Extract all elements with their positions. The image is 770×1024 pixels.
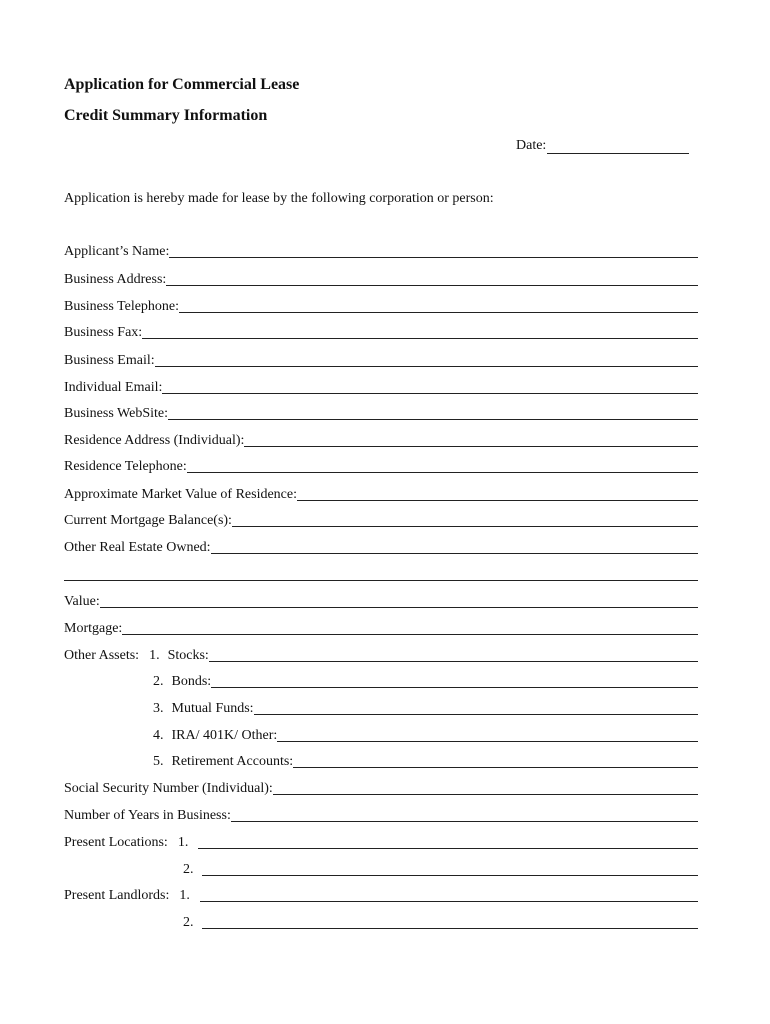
- business-telephone-field[interactable]: [64, 297, 698, 315]
- business-telephone-line[interactable]: [179, 312, 698, 313]
- residence-address-field[interactable]: [64, 431, 698, 449]
- business-telephone-label: Business Telephone:: [64, 299, 180, 314]
- date-label: Date:: [516, 138, 547, 153]
- retirement-accounts-line[interactable]: [293, 767, 698, 768]
- market-value-line[interactable]: [297, 500, 698, 501]
- residence-telephone-field[interactable]: [64, 457, 698, 475]
- applicant-name-label: Applicant’s Name:: [64, 244, 170, 259]
- mutual-funds-line[interactable]: [254, 714, 698, 715]
- bonds-field[interactable]: [153, 672, 698, 690]
- present-landlord-1-number: 1.: [179, 888, 190, 903]
- present-location-2-number: 2.: [183, 862, 194, 877]
- mutual-funds-label: Mutual Funds:: [171, 701, 254, 716]
- business-email-line[interactable]: [155, 366, 698, 367]
- present-locations-label: Present Locations:: [64, 835, 168, 850]
- form-subtitle: Credit Summary Information: [64, 107, 268, 124]
- stocks-field[interactable]: [64, 646, 698, 664]
- present-landlord-2-line[interactable]: [202, 928, 699, 929]
- value-label: Value:: [64, 594, 100, 609]
- retirement-accounts-label: Retirement Accounts:: [171, 754, 294, 769]
- years-in-business-line[interactable]: [231, 821, 698, 822]
- present-landlord-1-line[interactable]: [200, 901, 698, 902]
- individual-email-field[interactable]: [64, 378, 698, 396]
- mortgage-balance-field[interactable]: [64, 511, 698, 529]
- years-in-business-field[interactable]: [64, 806, 698, 824]
- other-real-estate-label: Other Real Estate Owned:: [64, 540, 211, 555]
- individual-email-label: Individual Email:: [64, 380, 163, 395]
- applicant-name-field[interactable]: [64, 242, 698, 260]
- present-location-1-line[interactable]: [198, 848, 698, 849]
- retirement-accounts-field[interactable]: [153, 752, 698, 770]
- bonds-line[interactable]: [211, 687, 698, 688]
- present-landlords-label: Present Landlords:: [64, 888, 170, 903]
- business-fax-line[interactable]: [142, 338, 698, 339]
- bonds-number: 2.: [153, 674, 164, 689]
- market-value-label: Approximate Market Value of Residence:: [64, 487, 298, 502]
- bonds-label: Bonds:: [171, 674, 212, 689]
- intro-text: Application is hereby made for lease by the following corporation or person:: [64, 191, 494, 206]
- other-real-estate-field[interactable]: [64, 538, 698, 556]
- business-email-label: Business Email:: [64, 353, 155, 368]
- present-location-1-field[interactable]: [64, 833, 698, 851]
- residence-address-line[interactable]: [244, 446, 698, 447]
- other-real-estate-line[interactable]: [211, 553, 698, 554]
- date-field[interactable]: [516, 138, 689, 154]
- present-location-1-number: 1.: [177, 835, 189, 850]
- ira-401k-line[interactable]: [277, 741, 698, 742]
- date-line[interactable]: [547, 140, 689, 154]
- stocks-number: 1.: [149, 648, 160, 663]
- ira-401k-field[interactable]: [153, 726, 698, 744]
- present-landlord-2-number: 2.: [183, 915, 194, 930]
- retirement-accounts-number: 5.: [153, 754, 164, 769]
- business-address-label: Business Address:: [64, 272, 167, 287]
- stocks-label: Stocks:: [167, 648, 209, 663]
- mortgage-label: Mortgage:: [64, 621, 123, 636]
- business-address-field[interactable]: [64, 270, 698, 288]
- mortgage-field[interactable]: [64, 619, 698, 637]
- value-line[interactable]: [100, 607, 698, 608]
- other-real-estate-extra-line[interactable]: [64, 580, 698, 581]
- present-landlord-1-field[interactable]: [64, 886, 698, 904]
- business-address-line[interactable]: [166, 285, 698, 286]
- applicant-name-line[interactable]: [169, 257, 698, 258]
- years-in-business-label: Number of Years in Business:: [64, 808, 231, 823]
- business-fax-label: Business Fax:: [64, 325, 143, 340]
- business-website-line[interactable]: [168, 419, 698, 420]
- business-fax-field[interactable]: [64, 323, 698, 341]
- mutual-funds-field[interactable]: [153, 699, 698, 717]
- residence-telephone-label: Residence Telephone:: [64, 459, 187, 474]
- ssn-field[interactable]: [64, 779, 698, 797]
- present-location-2-field[interactable]: [183, 860, 698, 878]
- mortgage-line[interactable]: [122, 634, 698, 635]
- value-field[interactable]: [64, 592, 698, 610]
- stocks-line[interactable]: [209, 661, 698, 662]
- business-website-field[interactable]: [64, 404, 698, 422]
- business-email-field[interactable]: [64, 351, 698, 369]
- mutual-funds-number: 3.: [153, 701, 164, 716]
- ira-401k-number: 4.: [153, 728, 164, 743]
- present-location-2-line[interactable]: [202, 875, 699, 876]
- mortgage-balance-label: Current Mortgage Balance(s):: [64, 513, 232, 528]
- residence-address-label: Residence Address (Individual):: [64, 433, 245, 448]
- ssn-line[interactable]: [273, 794, 698, 795]
- market-value-field[interactable]: [64, 485, 698, 503]
- individual-email-line[interactable]: [162, 393, 698, 394]
- form-title: Application for Commercial Lease: [64, 76, 300, 93]
- business-website-label: Business WebSite:: [64, 406, 169, 421]
- other-real-estate-extra-field[interactable]: [64, 565, 698, 583]
- present-landlord-2-field[interactable]: [183, 913, 698, 931]
- residence-telephone-line[interactable]: [187, 472, 698, 473]
- mortgage-balance-line[interactable]: [232, 526, 698, 527]
- ira-401k-label: IRA/ 401K/ Other:: [171, 728, 278, 743]
- other-assets-label: Other Assets:: [64, 648, 140, 663]
- ssn-label: Social Security Number (Individual):: [64, 781, 273, 796]
